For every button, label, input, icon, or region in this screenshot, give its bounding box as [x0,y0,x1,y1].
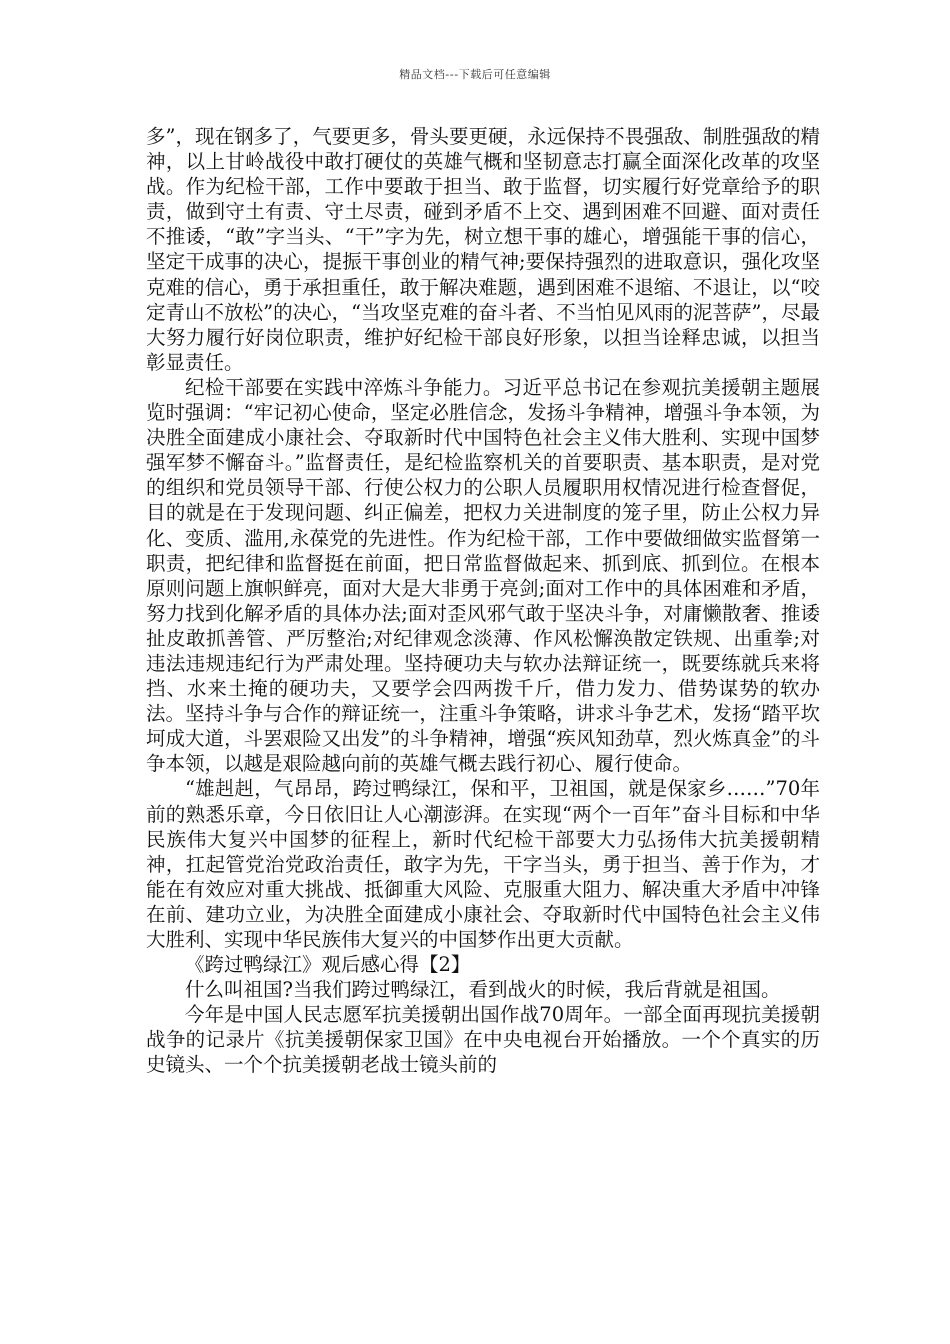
paragraph-4: 什么叫祖国?当我们跨过鸭绿江，看到战火的时候，我后背就是祖国。 [185,978,781,1002]
paragraph-3: “雄赳赳，气昂昂，跨过鸭绿江，保和平，卫祖国，就是保家乡……”70年前的熟悉乐章，今日依旧让人心潮澎湃。在实现“两个一百年”奋斗目标和中华民族伟大复兴中国梦的征程上，新时代纪检干部要大力弘扬伟大抗美援朝精神，扛起管党治党政治责任，敢字为先，干字当头，勇于担当、善于作为，才能在有效应对重大挑战、抵御重大风险、克服重大阻力、解决重大矛盾中冲锋在前、建功立业，为决胜全面建成小康社会、夺取新时代中国特色社会主义伟大胜利、实现中华民族伟大复兴的中国梦作出更大贡献。 [146,777,820,951]
paragraph-2: 纪检干部要在实践中淬炼斗争能力。习近平总书记在参观抗美援朝主题展览时强调：“牢记初心使命，坚定必胜信念，发扬斗争精神，增强斗争本领，为决胜全面建成小康社会、夺取新时代中国特色社会主义伟大胜利、实现中国梦强军梦不懈奋斗。”监督责任，是纪检监察机关的首要职责、基本职责，是对党的组织和党员领导干部、行使公权力的公职人员履职用权情况进行检查督促，目的就是在于发现问题、纠正偏差，把权力关进制度的笼子里，防止公权力异化、变质、滥用,永葆党的先进性。作为纪检干部，工作中要做细做实监督第一职责，把纪律和监督挺在前面，把日常监督做起来、抓到底、抓到位。在根本原则问题上旗帜鲜亮，面对大是大非勇于亮剑;面对工作中的具体困难和矛盾，努力找到化解矛盾的具体办法;面对歪风邪气敢于坚决斗争，对庸懒散奢、推诿扯皮敢抓善管、严厉整治;对纪律观念淡薄、作风松懈涣散定铁规、出重拳;对违法违规违纪行为严肃处理。坚持硬功夫与软办法辩证统一，既要练就兵来将挡、水来土掩的硬功夫，又要学会四两拨千斤，借力发力、借势谋势的软办法。坚持斗争与合作的辩证统一，注重斗争策略，讲求斗争艺术，发扬“踏平坎坷成大道，斗罢艰险又出发”的斗争精神，增强“疾风知劲草，烈火炼真金”的斗争本领，以越是艰险越向前的英雄气概去践行初心、履行使命。 [146,375,820,776]
section-heading: 《跨过鸭绿江》观后感心得【2】 [185,953,471,977]
paragraph-5: 今年是中国人民志愿军抗美援朝出国作战70周年。一部全面再现抗美援朝战争的记录片《抗美援朝保家卫国》在中央电视台开始播放。一个个真实的历史镜头、一个个抗美援朝老战士镜头前的 [146,1003,820,1077]
document-body [146,124,820,1078]
page-header: 精品文档---下载后可任意编辑 [399,68,551,81]
paragraph-1: 多”，现在钢多了，气要更多，骨头要更硬，永远保持不畏强敌、制胜强敌的精神，以上甘岭战役中敢打硬仗的英雄气概和坚韧意志打赢全面深化改革的攻坚战。作为纪检干部，工作中要敢于担当、敢于监督，切实履行好党章给予的职责，做到守土有责、守土尽责，碰到矛盾不上交、遇到困难不回避、面对责任不推诿，“敢”字当头、“干”字为先，树立想干事的雄心，增强能干事的信心，坚定干成事的决心，提振干事创业的精气神;要保持强烈的进取意识，强化攻坚克难的信心，勇于承担重任，敢于解决难题，遇到困难不退缩、不退让，以“咬定青山不放松”的决心，“当攻坚克难的奋斗者、不当怕见风雨的泥菩萨”，尽最大努力履行好岗位职责，维护好纪检干部良好形象，以担当诠释忠诚，以担当彰显责任。 [146,125,820,374]
